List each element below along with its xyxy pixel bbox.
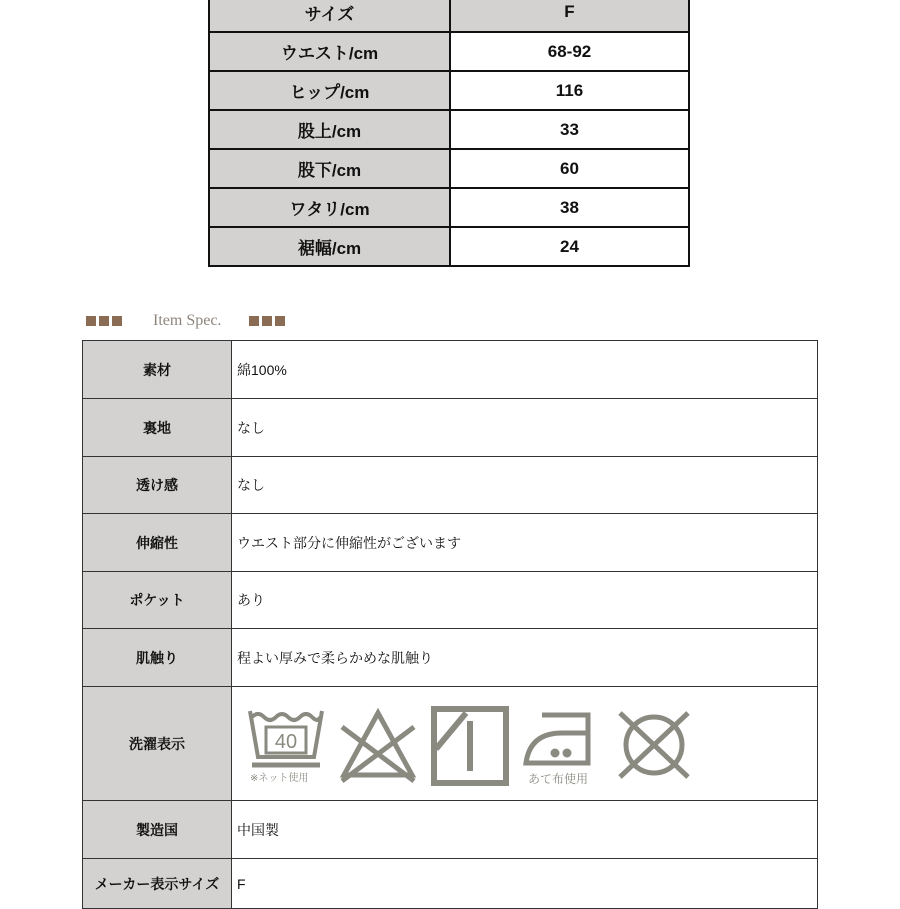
size-table — [208, 0, 690, 267]
spec-row — [83, 629, 818, 687]
size-label: 股下/cm — [209, 149, 450, 188]
spec-label: ポケット — [83, 572, 232, 629]
section-title: Item Spec. — [153, 312, 222, 329]
spec-label: メーカー表示サイズ — [83, 859, 232, 909]
spec-row — [83, 341, 818, 399]
iron-low-cloth-icon — [522, 705, 602, 787]
care-icons — [232, 687, 817, 787]
spec-value: なし — [232, 457, 818, 514]
wash-temp: 40 — [274, 731, 298, 753]
size-value: 38 — [450, 188, 689, 227]
spec-row — [83, 801, 818, 859]
care-cell — [232, 687, 818, 801]
size-row — [209, 188, 689, 227]
line-dry-shade-icon — [430, 705, 510, 787]
size-value: 24 — [450, 227, 689, 266]
spec-value: ウエスト部分に伸縮性がございます — [232, 514, 818, 572]
size-value: 116 — [450, 71, 689, 110]
size-row — [209, 0, 689, 32]
spec-row — [83, 572, 818, 629]
wash-note: ※ネット使用 — [250, 773, 309, 784]
no-dry-clean-icon — [614, 705, 694, 785]
size-value: F — [450, 0, 689, 32]
spec-value: F — [232, 859, 818, 909]
size-row — [209, 149, 689, 188]
spec-value: 綿100% — [232, 341, 818, 399]
spec-label: 洗濯表示 — [83, 687, 232, 801]
spec-label: 素材 — [83, 341, 232, 399]
size-row — [209, 110, 689, 149]
spec-row — [83, 399, 818, 457]
size-label: ワタリ/cm — [209, 188, 450, 227]
size-value: 60 — [450, 149, 689, 188]
spec-value: 程よい厚みで柔らかめな肌触り — [232, 629, 818, 687]
size-value: 33 — [450, 110, 689, 149]
size-row — [209, 32, 689, 71]
spec-table — [82, 340, 818, 909]
spec-value: あり — [232, 572, 818, 629]
spec-label: 肌触り — [83, 629, 232, 687]
iron-note: あて布使用 — [528, 772, 589, 786]
no-bleach-icon — [338, 705, 418, 785]
size-label: 股上/cm — [209, 110, 450, 149]
size-row — [209, 227, 689, 266]
size-label: ヒップ/cm — [209, 71, 450, 110]
spec-row — [83, 687, 818, 801]
spec-label: 裏地 — [83, 399, 232, 457]
spec-row — [83, 514, 818, 572]
size-row — [209, 71, 689, 110]
size-label: サイズ — [209, 0, 450, 32]
spec-label: 製造国 — [83, 801, 232, 859]
spec-label: 透け感 — [83, 457, 232, 514]
size-value: 68-92 — [450, 32, 689, 71]
spec-label: 伸縮性 — [83, 514, 232, 572]
spec-value: なし — [232, 399, 818, 457]
spec-row — [83, 457, 818, 514]
spec-value: 中国製 — [232, 801, 818, 859]
section-header — [86, 312, 288, 330]
spec-row — [83, 859, 818, 909]
size-label: ウエスト/cm — [209, 32, 450, 71]
wash-40-net-icon — [246, 705, 326, 785]
size-label: 裾幅/cm — [209, 227, 450, 266]
